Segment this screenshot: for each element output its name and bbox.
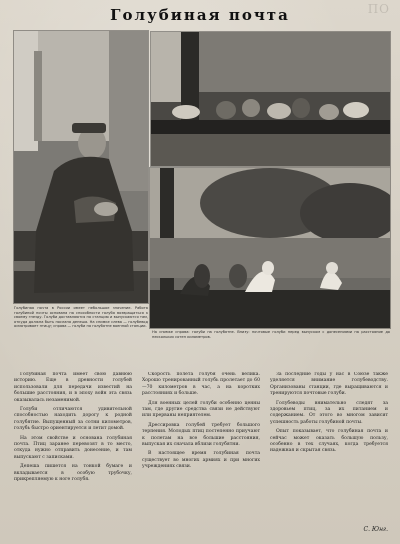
- paragraph: Голубиная почта имеет свою давнюю историю. Еще в древности голубей использовали для передачи известий на большие расстояния, и в эпоху войн эта связь оказывалась незаменимой.: [14, 372, 132, 403]
- text-column-1: [14, 372, 132, 538]
- bleed-through-header: ПО: [367, 2, 390, 16]
- paragraph: Голуби отличаются удивительной способностью находить дорогу к родной голубятне. Выпущенный за сотни километров, голубь быстро ориентируется и летит домой.: [14, 407, 132, 432]
- text-column-3: [270, 372, 388, 538]
- paragraph: На этом свойстве и основана голубиная почта. Птиц заранее перевозят в то место, откуда нужно отправить донесение, и там выпускают с записками.: [14, 435, 132, 460]
- article-title: Голубиная почта: [110, 6, 290, 24]
- text-column-2: [142, 372, 260, 538]
- photo-pigeons-on-ledge: [150, 168, 390, 328]
- photo-pigeons-on-perch: [151, 32, 390, 166]
- photo-man-with-pigeon: [14, 31, 148, 303]
- paragraph: Голубеводы внимательно следят за здоровьем птиц, за их питанием и содержанием. От этого во многом зависит успешность работы голубиной почты.: [270, 400, 388, 425]
- paragraph: Для военных целей голуби особенно ценны там, где другие средства связи не действуют или прерваны неприятелем.: [142, 400, 260, 419]
- paragraph: В настоящее время голубиная почта существует во многих армиях и при многих учреждениях связи.: [142, 451, 260, 470]
- paragraph: Опыт показывает, что голубиная почта и сейчас может оказать большую пользу, особенно в тех случаях, когда требуется надежная и скрытая связь.: [270, 429, 388, 454]
- paragraph: За последние годы у нас в Союзе также уделяется внимание голубеводству. Организованы станции, где выращиваются и тренируются почтовые голуби.: [270, 372, 388, 397]
- paragraph: Скорость полета голубя очень велика. Хорошо тренированный голубь пролетает до 60—70 километров в час, а на коротких расстояниях и больше.: [142, 372, 260, 397]
- caption-right: На снимке справа: голуби на голубятне. Внизу: почтовые голуби перед выпуском с донесениями на расстояние до нескольких сотен километров.: [152, 330, 390, 339]
- author-signature: С. Юнг.: [363, 526, 388, 533]
- paragraph: Депеша пишется на тонкой бумаге и вкладывается в особую трубочку, прикрепляемую к ноге голубя.: [14, 464, 132, 483]
- paragraph: Дрессировка голубей требует большого терпения. Молодых птиц постепенно приучают к полетам на все большие расстояния, выпуская их сначала вблизи голубятни.: [142, 422, 260, 448]
- caption-left: Голубиная почта в России имеет небольшое значение. Работа голубиной почты основана на способности голубя возвращаться к своему гнезду. Голуби доставляются на станцию и выпускаются там, откуда должна быть послана депеша. На снимке слева — голубевод осматривает птицу; справа — голуби на голубятне военной станции.: [14, 306, 148, 329]
